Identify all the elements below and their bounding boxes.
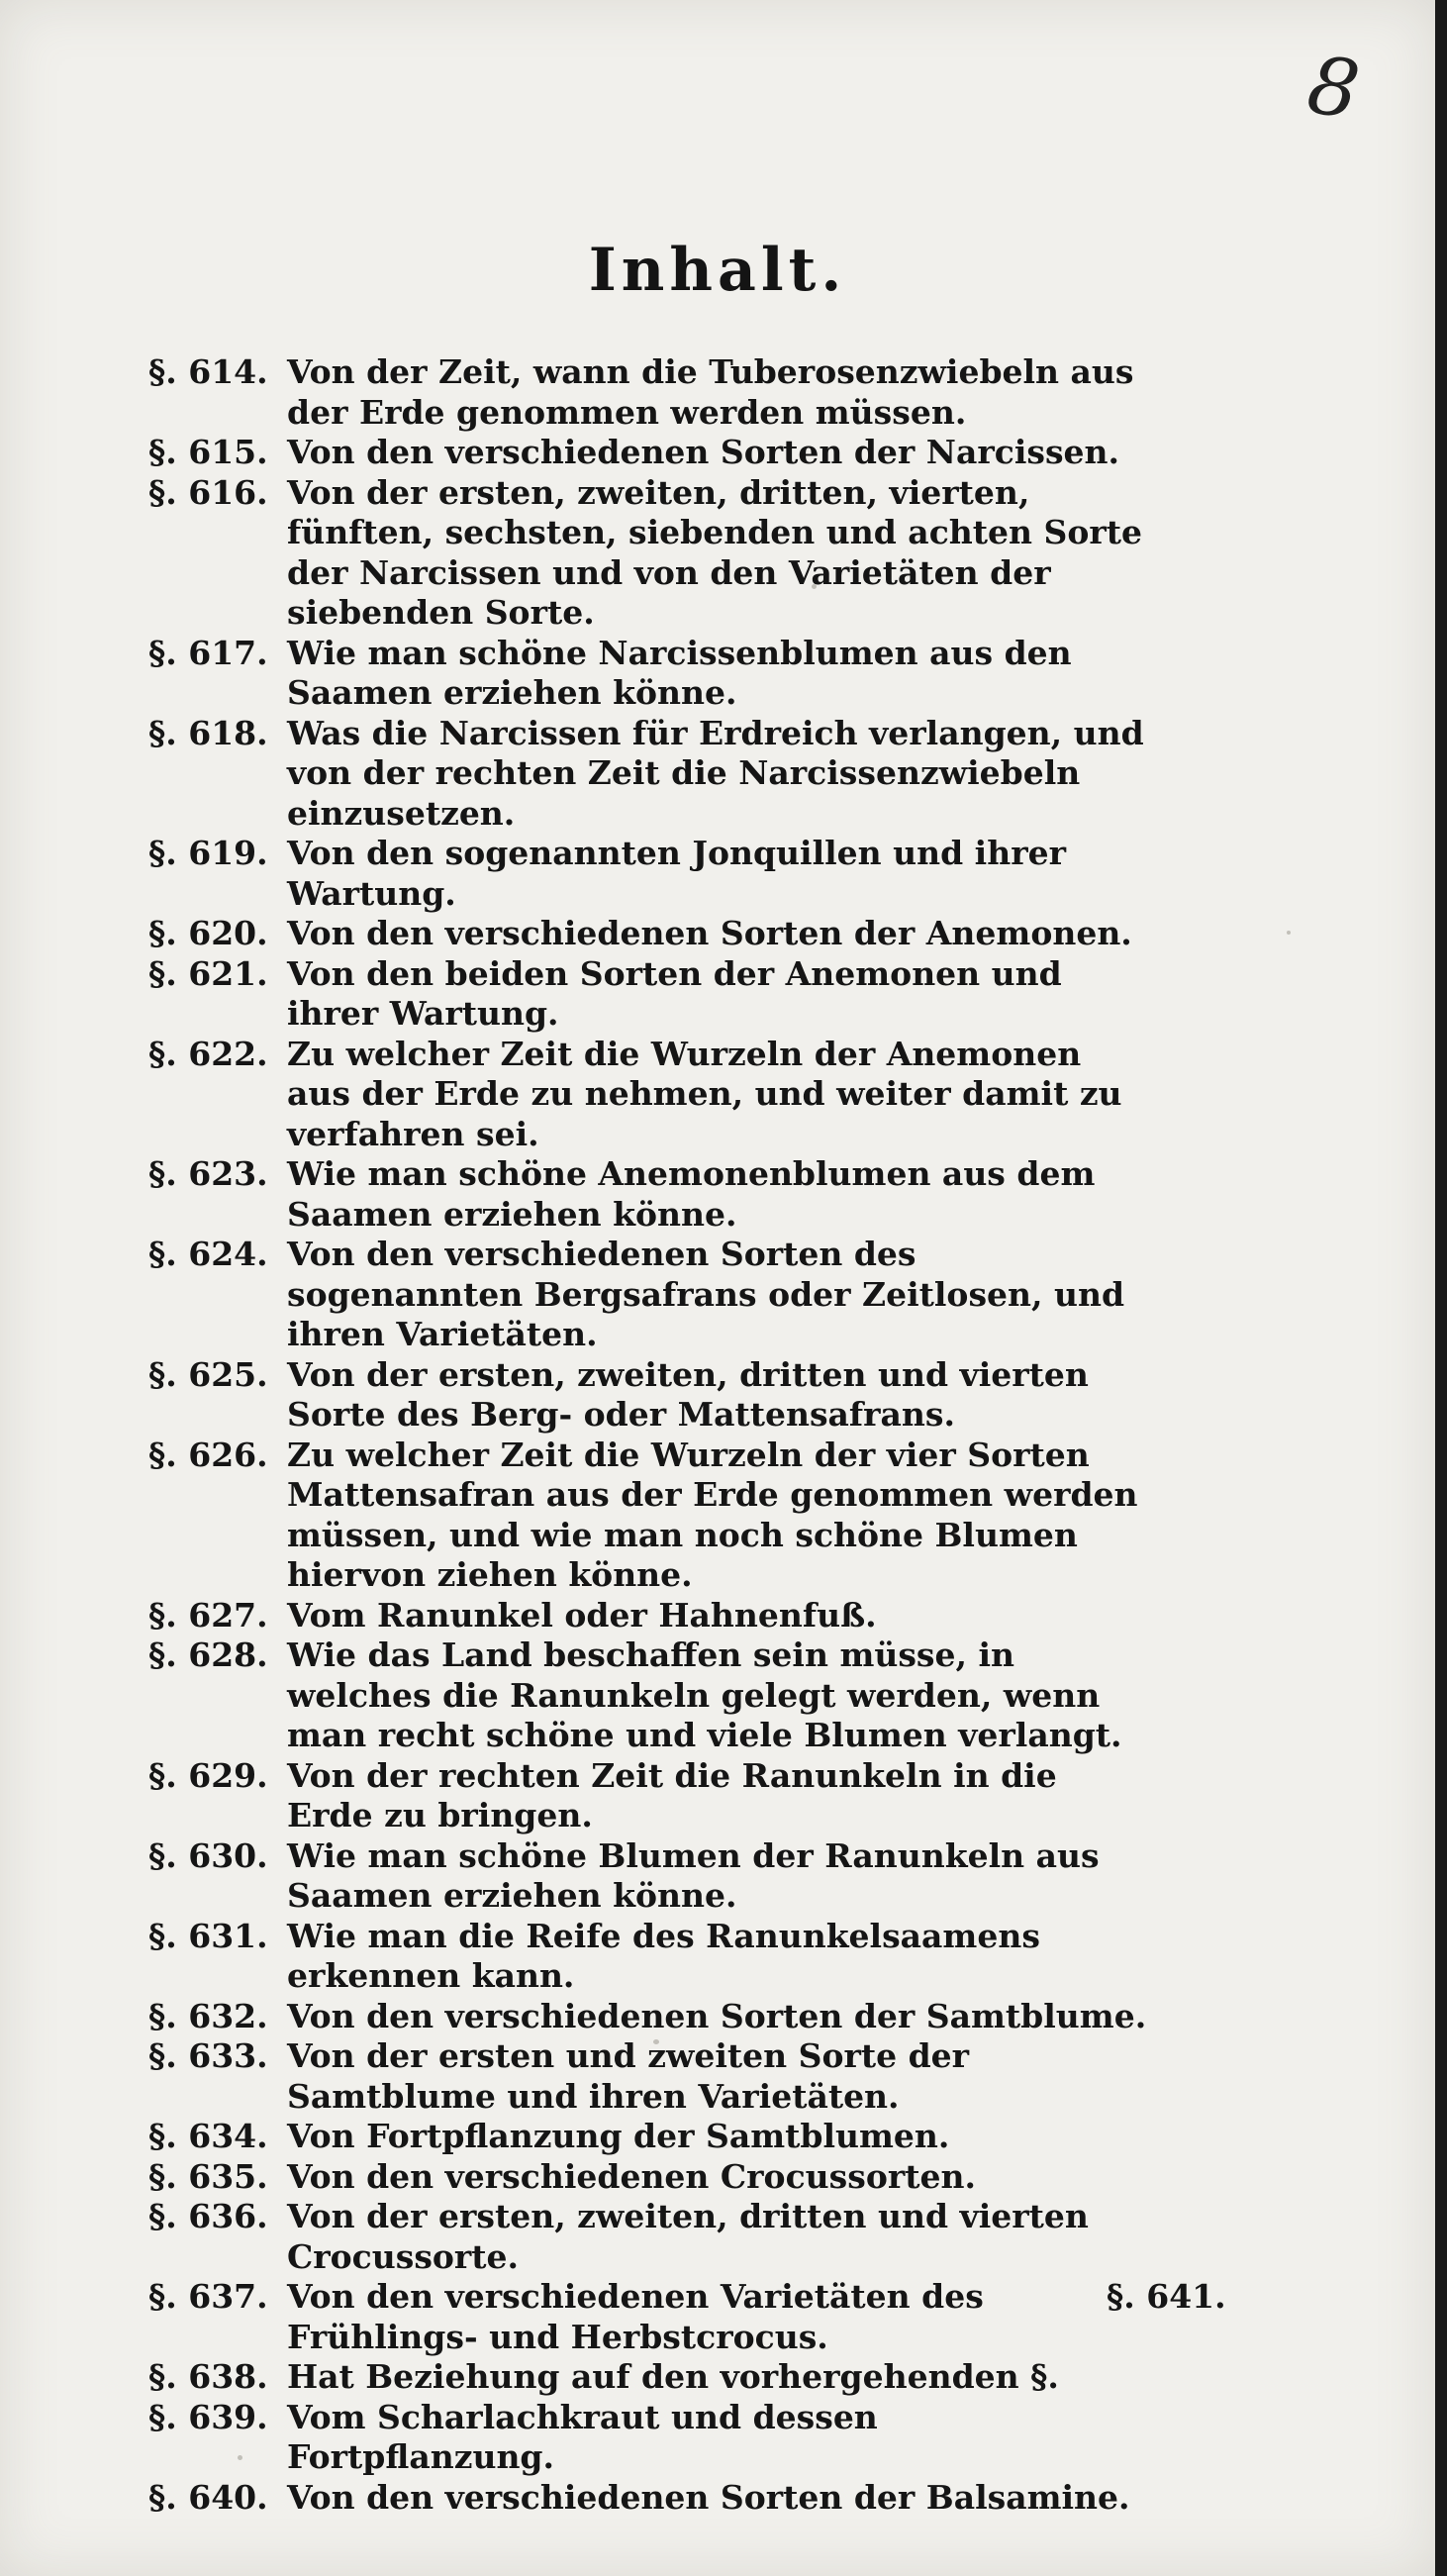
toc-entry: [148, 1436, 1148, 1596]
section-title: Von den verschiedenen Sorten des sogenannten Bergsafrans oder Zeitlosen, und ihren Varietäten.: [287, 1235, 1125, 1353]
section-number: §. 615.: [148, 433, 268, 471]
section-title: Von der rechten Zeit die Ranunkeln in die Erde zu bringen.: [287, 1755, 1057, 1834]
toc-entry: [148, 2117, 1148, 2157]
section-title: Von der ersten und zweiten Sorte der Samtblume und ihren Varietäten.: [287, 2036, 970, 2116]
section-number: §. 620.: [148, 914, 268, 952]
section-number: §. 618.: [148, 713, 268, 752]
section-number: §. 638.: [148, 2357, 268, 2396]
toc-entry: [148, 2197, 1148, 2277]
toc-entry: [148, 1997, 1148, 2037]
section-title: Von den verschiedenen Crocussorten.: [287, 2156, 976, 2196]
section-number: §. 627.: [148, 1595, 268, 1635]
toc-entry: [148, 473, 1148, 634]
section-title: Wie man die Reife des Ranunkelsaamens erkennen kann.: [287, 1916, 1040, 1995]
section-title: Zu welcher Zeit die Wurzeln der Anemonen aus der Erde zu nehmen, und weiter damit zu verfahren sei.: [287, 1034, 1122, 1153]
section-number: §. 621.: [148, 953, 268, 993]
section-title: Von Fortpflanzung der Samtblumen.: [287, 2117, 950, 2155]
section-number: §. 616.: [148, 472, 268, 512]
section-number: §. 640.: [148, 2477, 268, 2517]
toc-entry: [148, 1836, 1148, 1917]
section-number: §. 635.: [148, 2156, 268, 2196]
section-number: §. 625.: [148, 1354, 268, 1394]
section-title: Von den verschiedenen Sorten der Narcissen.: [287, 433, 1120, 471]
section-title: Von den sogenannten Jonquillen und ihrer Wartung.: [287, 834, 1066, 913]
section-number: §. 628.: [148, 1635, 268, 1674]
section-title: Von der Zeit, wann die Tuberosenzwiebeln aus der Erde genommen werden müssen.: [287, 352, 1134, 432]
toc-entry: [148, 954, 1148, 1035]
section-title: Von der ersten, zweiten, dritten und vierten Crocussorte.: [287, 2197, 1089, 2276]
section-number: §. 639.: [148, 2397, 268, 2436]
section-title: Von der ersten, zweiten, dritten und vierten Sorte des Berg- oder Mattensafrans.: [287, 1354, 1089, 1434]
table-of-contents: [148, 352, 1148, 2518]
toc-entry: [148, 2478, 1148, 2519]
toc-entry: [148, 433, 1148, 473]
section-number: §. 624.: [148, 1235, 268, 1273]
section-title: Von den verschiedenen Varietäten des Frühlings- und Herbstcrocus.: [287, 2277, 984, 2356]
section-title: Von den verschiedenen Sorten der Balsamine.: [287, 2477, 1130, 2517]
toc-entry: [148, 1154, 1148, 1235]
toc-entry: [148, 352, 1148, 433]
section-number: §. 631.: [148, 1916, 268, 1955]
toc-entry: [148, 714, 1148, 835]
section-title: Von der ersten, zweiten, dritten, vierten, fünften, sechsten, siebenden und achten Sorte der Narcissen und von den Varietäten der siebenden Sorte.: [287, 472, 1142, 632]
section-number: §. 629.: [148, 1755, 268, 1795]
section-number: §. 636.: [148, 2197, 268, 2235]
section-number: §. 630.: [148, 1835, 268, 1875]
toc-entry: [148, 634, 1148, 714]
section-number: §. 637.: [148, 2277, 268, 2316]
toc-entry: [148, 1596, 1148, 1636]
toc-entry: [148, 1756, 1148, 1836]
section-number: §. 626.: [148, 1435, 268, 1474]
catchword: §. 641.: [1107, 2277, 1226, 2316]
page-title: Inhalt.: [588, 236, 847, 305]
section-title: Vom Ranunkel oder Hahnenfuß.: [287, 1595, 877, 1635]
section-title: Wie man schöne Anemonenblumen aus dem Saamen erziehen könne.: [287, 1154, 1096, 1234]
section-title: Von den verschiedenen Sorten der Samtblume.: [287, 1996, 1147, 2035]
section-number: §. 622.: [148, 1034, 268, 1073]
toc-entry: [148, 834, 1148, 914]
section-title: Was die Narcissen für Erdreich verlangen, und von der rechten Zeit die Narcissenzwiebeln einzusetzen.: [287, 713, 1144, 833]
section-title: Wie man schöne Blumen der Ranunkeln aus Saamen erziehen könne.: [287, 1835, 1100, 1915]
folio-number: 8: [1302, 38, 1366, 138]
toc-entry: [148, 1917, 1148, 1997]
toc-entry: [148, 2398, 1148, 2478]
paper-speck: [1287, 931, 1291, 935]
section-title: Von den verschiedenen Sorten der Anemonen.: [287, 914, 1132, 952]
toc-entry: [148, 1035, 1148, 1155]
section-title: Vom Scharlachkraut und dessen Fortpflanzung.: [287, 2397, 878, 2476]
section-title: Hat Beziehung auf den vorhergehenden §.: [287, 2357, 1059, 2396]
section-number: §. 633.: [148, 2036, 268, 2075]
toc-entry: [148, 1235, 1148, 1355]
section-number: §. 619.: [148, 834, 268, 872]
toc-entry: [148, 914, 1148, 954]
section-title: Wie das Land beschaffen sein müsse, in welches die Ranunkeln gelegt werden, wenn man recht schöne und viele Blumen verlangt.: [287, 1635, 1122, 1754]
section-number: §. 617.: [148, 633, 268, 672]
toc-entry: [148, 2277, 1148, 2357]
section-number: §. 614.: [148, 352, 268, 391]
section-title: Wie man schöne Narcissenblumen aus den Saamen erziehen könne.: [287, 633, 1072, 712]
section-title: Von den beiden Sorten der Anemonen und ihrer Wartung.: [287, 953, 1062, 1033]
toc-entry: [148, 2036, 1148, 2117]
section-number: §. 623.: [148, 1154, 268, 1193]
section-number: §. 632.: [148, 1996, 268, 2035]
toc-entry: [148, 2157, 1148, 2198]
section-number: §. 634.: [148, 2117, 268, 2155]
section-title: Zu welcher Zeit die Wurzeln der vier Sorten Mattensafran aus der Erde genommen werden müssen, und wie man noch schöne Blumen hiervon ziehen könne.: [287, 1435, 1138, 1594]
toc-entry: [148, 1355, 1148, 1436]
toc-entry: [148, 2357, 1148, 2398]
toc-entry: [148, 1635, 1148, 1756]
